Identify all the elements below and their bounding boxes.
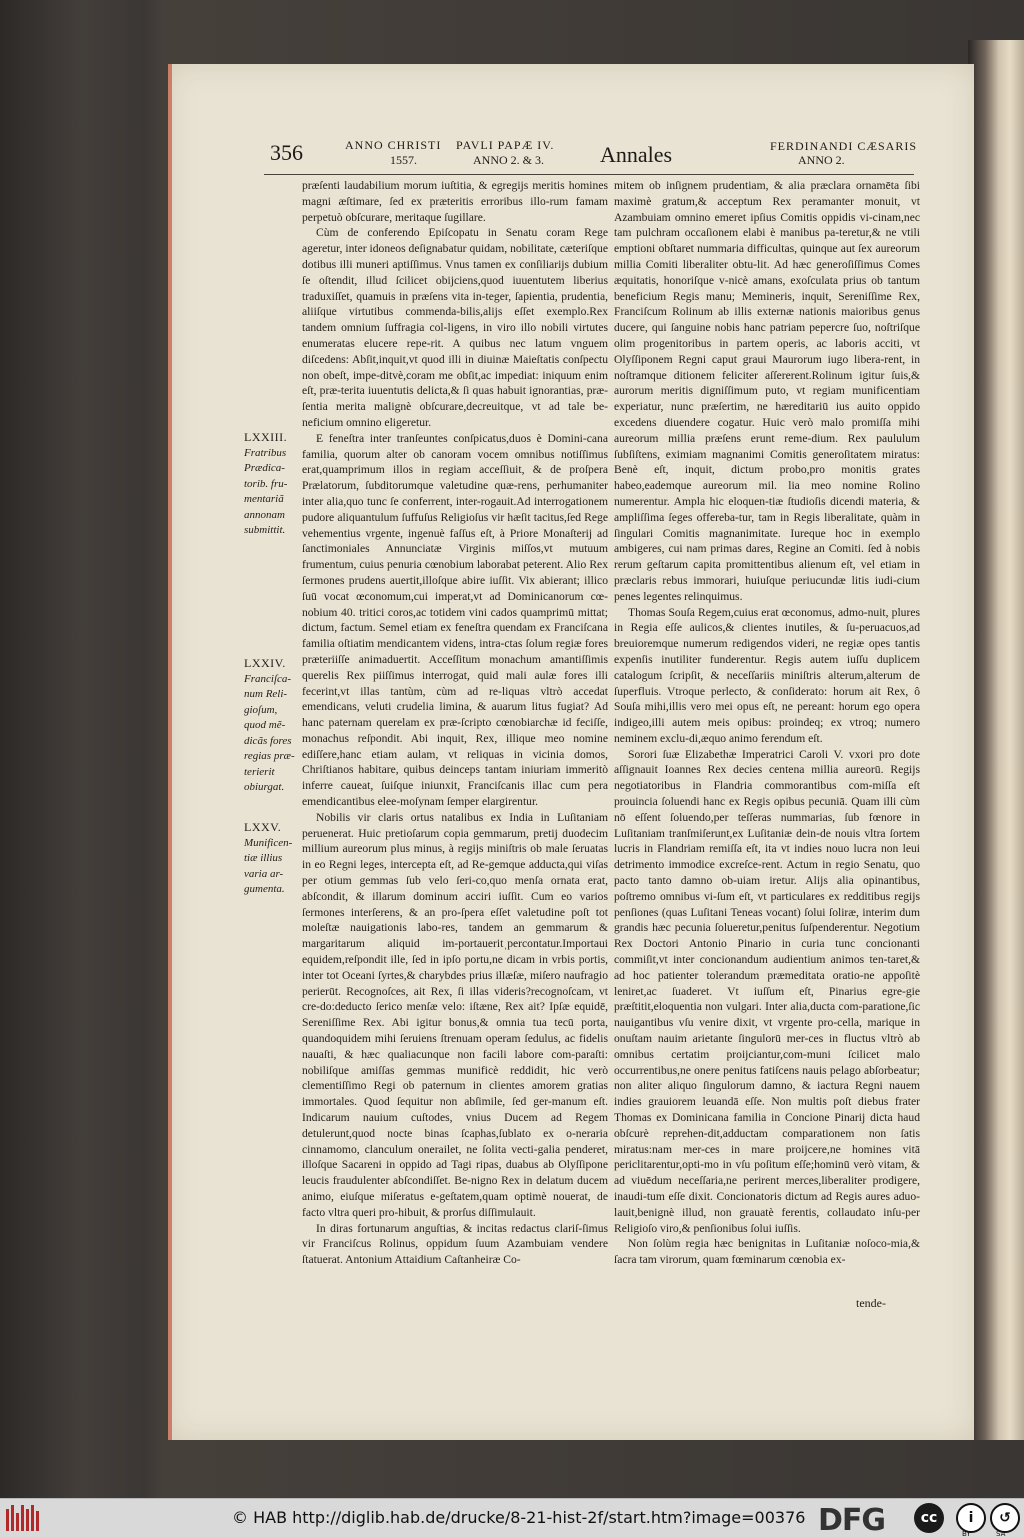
header-anno-emperor: ANNO 2. — [798, 153, 845, 167]
paragraph: Sorori ſuæ Elizabethæ Imperatrici Caroli V. vxori pro dote aſſignauit Ioannes Rex decies centena millia aureorū. Regijs negotiatoribus in Flandria commorantibus com-miſſa eſt prouincia ſoluendi hanc ex Regis opibus pecuniā. Quam illi cùm nō eſſent ſoluendo,per teſſeras nummarias, ſub fœnore in Luſitaniam tranſmiſerunt,ex Luſitaniæ dein-de nouis vltra ſortem lucris in Flandriam remiſſa eſt, ita vt indies nouo lucra non leui detrimento immodice excreſce-rent. Actum in regio Senatu, quo pacto tanto damno ob-uiam iretur. Alijs alia opinantibus, poſtremo omnibus vi-ſum eſt, vt particulares ex redditibus regijs penſiones (quas Luſitani Teneas vocant) ſolui ſoliræ, interim dum grandis hæc pecunia ſolueretur,penitus ſuſpenderentur. Negotium Rex Doctori Antonio Pinario in curia tunc concionanti commiſit,vt inter concionandum audientium animos ten-taret,& ad hoc patienter tolerandum præmeditata oratio-ne appoſitè leniret,ac ſuaderet. Vt iuſſum eſt, Pinarius egre-gie præſtitit,eloquentia non vulgari. Inter alia,ducta com-paratione,ſic nauigantibus vſu venire dixit, vt vrgente pro-cella, marique in onuſtam nauim arietante ſingulorū mer-ces in fluctus vltrò ab omnibus certatim proijciantur,com-muni ſcilicet malo occurrentibus,ne onere penitus fatiſcens nauis pelago abſorbeatur; non aliter aliquo ſingulorum damno, & iactura Regni nauem indies grauiorem leuandā eſſe. Non multis poſt diebus frater Thomas ex Dominicana familia in Concione Pinarij dicta haud obſcurè reprehen-dit,adductam comparationem non ſatis miratus:nam mer-ces in mare proijcere,ne homines vitā periclitarentur,opti-mo in vſu poſitum eſſe;hominū verò vitam, & ad viuēdum neceſſaria,ne perirent merces,liberaliter prodigere, inaudi-tum eſſe dixit. Concionatoris dictum ad Regis aures aduo-lauit,benignè illud, non grauatè ferentis, collaudato inſu-per Religioſo viro,& penſionibus ſolui iuſſis. — [614, 747, 920, 1235]
attribution-icon[interactable]: i — [956, 1503, 986, 1533]
margin-note — [244, 656, 300, 796]
margin-note — [244, 430, 300, 539]
folio-number: 356 — [270, 140, 303, 165]
hab-logo-icon[interactable] — [6, 1505, 40, 1531]
sa-label: SA — [996, 1530, 1006, 1538]
header-anno-christi: ANNO CHRISTI — [345, 138, 442, 152]
paragraph: Nobilis vir claris ortus natalibus ex India in Luſitaniam peruenerat. Huic pretioſarum copia gemmarum, pretij duodecim millium aureorum plus minus, à regijs miniſtris ob male ſeruatas in eo Regni leges, intercepta eſt, ad Re-gemque adducta,qui viſas per otium gemmas ſub velo ſeri-co,quo menſa ornata erat, abſcondit, & illarum dominum acciri iuſſit. Cum eo varios ſermones interſerens, & an pro-ſpera eſſet valetudine poſt tot moleſtæ nauigationis labo-res, tandem an gemmarum & margaritarum aliquid im-portaueritˌpercontatur.Importaui equidem,reſpondit ille, ſed in ipſo portu,ne dicam in vrbis portis, inter tot Oceani ſyrtes,& charybdes prius illæſæ, miſero naufragio perierūt. Recognoſces, ait Rex, ſi illas videris?recognoſcam, vt cre-do:deducto ſerico menſæ velo: iſtæne, Rex ait? Ipſæ equidē, Sereniſſime Rex. Abi igitur bonus,& omnia tua tecū porta, quandoquidem mihi ſeruiens ſtrenuam operam ſedulus, ac fidelis nauaſti, & hæc qualiacunque non facili labore com-paraſti: nobiliſque amiſſas gemmas munificè reddidit, hic verò clementiſſimo Regi ob paternum in clientes amorem gratias immortales. Quod ſequitur non abſimile, ſed ger-manum eſt. Indicarum nauium cuſtodes, vnius Ducem ad Regem detulerunt,quod nocte binas ſcaphas,ſublato ex o-neraria cinnamomo, clanculum onerailet, ne ſolita vecti-galia penderet, illoſque Sacareni in oppido ad Tagi ripas, duabus ab Olyſſipone leucis fraudulenter abſcondiſſet. Be-nigno Rex in delatum ducem animo, eiuſque miſeratus e-geſtatem,quam optimè nouerat, de facto vltra queri pro-hibuit, & prorſus diſſimulauit. — [302, 810, 608, 1219]
margin-note-number: LXXIII. — [244, 430, 288, 444]
facing-page-edge — [968, 40, 1024, 1440]
paragraph: Thomas Souſa Regem,cuius erat œconomus, admo-nuit, plures in Regia eſſe aulicos,& clientes inutiles, & ſu-peruacuos,ad breuioremque numerum redigendos videri, ne regiæ opes tantis expenſis inutiliter funderentur. Regis autem iuſſu duplicem catalogum ſcripſit, & neceſſariis miniſtris alterum,alterum de ſuperfluis. Vtroque perlecto, & conſiderato: horum ait Rex, ô Souſa mihi,illis vero mei opus eſt, ne pereant: horum ego opera indigeo,illi autem meis opibus: proindeq; ex vtroq; numero neminem exclu-di,æquo animo ferendum eſt. — [614, 605, 920, 745]
catchword: tende- — [856, 1296, 886, 1310]
margin-note-text: Fratribus Prædica-torib. fru-mentariã annonam submittit. — [244, 446, 288, 536]
margin-note-text: Munificen-tiæ illius varia ar-gumenta. — [244, 836, 293, 895]
margin-note-number: LXXV. — [244, 820, 282, 834]
copyright-link[interactable]: © HAB http://diglib.hab.de/drucke/8-21-hist-2f/start.htm?image=00376 — [232, 1508, 806, 1527]
running-title: Annales — [600, 142, 673, 167]
book-page — [168, 64, 974, 1440]
header-anno-pope: ANNO 2. & 3. — [473, 153, 544, 167]
paragraph: Non ſolùm regia hæc benignitas in Luſitaniæ noſoco-mia,& ſacra tam virorum, quam fœminarum cœnobia ex- — [614, 1237, 920, 1267]
viewer-footer — [0, 1498, 1024, 1538]
page-edge — [168, 64, 172, 1440]
by-label: BY — [962, 1530, 971, 1538]
dfg-logo[interactable]: DFG — [818, 1503, 886, 1538]
left-text-column — [302, 178, 608, 1358]
margin-note — [244, 820, 300, 898]
share-alike-icon[interactable]: ↺ — [990, 1503, 1020, 1533]
paragraph: E feneſtra inter tranſeuntes conſpicatus,duos è Domini-cana familia, quorum alter ob canoram vocem omnibus notiſſimus erat,quamprimum illos in regiam acceſſiuit, & de proſpera Prælatorum, ſubditorumque valetudine quæ-rens, perhumaniter inter alia,quo tunc ſe conferrent, inter-rogauit.Ad interrogationem pudore aliquantulum ſuffuſus Religioſus vir hæſit tacitus,ſed Rege vehementius vrgente, ingenuè faſſus eſt, à Priore Monaſterij ad ſanctimoniales Annunciatæ Virginis miſſos,vt mutuum frumentum, cuius penuria cœnobium laborabat peterent. Alio Rex ſermones prudens auertit,illoſque abire iuſſit. Vix abierant; illico ſuū vocat œconomum,cui imperat,vt ad Dominicanorum cœ-nobium 40. tritici coros,ac totidem vini cados quamprimū mittat; dictum, factum. Semel etiam ex feneſtra quendam ex Franciſcana familia oſtiatim mendicantem videns, intra-ctas ſolum regiæ fores præteriiſſe animaduertit. Acceſſitum monachum amantiſſimis querelis Rex piiſſimus interrogat, quid mali aulæ fores illi fecerint,vt illas tantùm, cùm ad re-liquas vltrò accedat emendicans, veluti crudelia limina, & auarum litus fugiat? Ad hanc paternam querelam ex præ-ſcripto cœnobiarchæ id feciſſe, monachus reſpondit. Abi inquit, Rex, illique meo nomine ediſſere,hanc etiam aulam, vt reliquas in vicinia domos, Chriſtianos habitare, quibus deinceps tantam iniuriam immeritò inferre caueat, ſuiſque iniunxit, Franciſcanis illac cum pera emendicantibus elee-moſynam ſemper elargirentur. — [302, 431, 608, 809]
header-pope: PAVLI PAPÆ IV. — [456, 138, 555, 152]
margin-note-text: Franciſca-num Reli-gioſum, quod mẽ-dicãs fores regias præ-terierit obiurgat. — [244, 672, 295, 793]
creative-commons-icon[interactable]: cc — [914, 1503, 944, 1533]
paragraph: mitem ob inſignem prudentiam, & alia præclara ornamēta ſibi maximè gratum,& acceptum Rex peramanter monuit, vt Azambuiam omnino emeret ipſius Comitis oppidis vi-cinam,nec tam pulchram occaſionem elabi è manibus pa-teretur,& ne vtili emptioni obſtaret nummaria difficultas, quinque aut ſex aureorum millia Comiti liberaliter obtu-lit. Ad hæc generoſiſſimus Comes æquitatis, honoriſque v-nicè amans, exoſculata prius ob tantum beneficium Regis manu; Memineris, inquit, Sereniſſime Rex, Franciſcum Rolinum ab illis externæ nationis maioribus genus ducere, qui ſanguine nobis hanc patriam pepercre ſuo, noſtriſque olim progenitoribus in partem operis, ac laboris acciti, vt Olyſſiponem Regni caput graui Maurorum iugo libera-rent, in noſtramque ditionem feliciter aſſererent.Rolinum igitur ſuis,& aurorum meritis digniſſimum puto, vt regiam munificentiam experiatur, nunc præſertim, ne hæreditariū ius auito oppido excedens diuendere cogatur. Huic verò malo promiſſa mihi aureorum millia præſens erunt reme-dium. Rex paululum ſubſiſtens, eximiam magnanimi Comitis generoſitatem miratus: Benè eſt, inquit, dictum probo,pro monitis grates habeo,eademque aureorum mil. lia meo nomine Rolino numerentur. Ampla hic eloquen-tiæ ſtudioſis dicendi materia, & ampliſſima ſeges offereba-tur, tam in Regis liberalitate, quàm in ſingulari Comitis magnanimitate. Iureque hoc in exemplo ambigeres, cui nam primas dares, Regine an Comiti. ſed à nobis rerum geſtarum capita promittentibus alienum eſt, vel etiam in præclaris rebus immorari, huiuſque periucundæ litis iudi-cium penes legentes relinquimus. — [614, 179, 920, 603]
paragraph: In diras fortunarum anguſtias, & incitas redactus clariſ-ſimus vir Franciſcus Rolinus, oppidum ſuum Azambuiam vendere ſtatuerat. Antonium Attaidium Caſtanheiræ Co- — [302, 1221, 608, 1267]
margin-note-number: LXXIV. — [244, 656, 286, 670]
paragraph: præſenti laudabilium morum iuſtitia, & egregijs meritis homines magni æſtimare, ſed ex præteritis erroribus illo-rum famam perpetuò obſcurare, meritaque ſugillare. — [302, 179, 608, 224]
paragraph: Cùm de conferendo Epiſcopatu in Senatu coram Rege ageretur, inter idoneos deſignabatur quidam, nobilitate, cæteriſque dotibus illi muneri aptiſſimus. Vnus tamen ex conſiliarijs dubium ſe oſtendit, illud ſcilicet obijciens,quod iuuentutem liberius traduxiſſet, quamuis in præſens vita in-teger, ſapientia, prudentia, aliiſque virtutibus commenda-bilis,alijs eſſet exemplo.Rex tandem omnium ſuffragia col-ligens, in viro illo nobili virtutes enumeratas elucere repe-rit. A quibus nec latum vnguem diſcedens: Abſit,inquit,vt quod illi in diuinæ Maieſtatis conſpectu non obeſt, impe-ditvè,coram me obſit,ac impediat: iniquum enim eſt, præ-terita iuuentutis delicta,& ſi quas habuit ignorantias, præ-ſentia merita malignè obſcurare,decreuitque, vt ad tale be-neficium omnino eligeretur. — [302, 226, 608, 429]
header-emperor: FERDINANDI CÆSARIS — [770, 139, 918, 153]
header-year: 1557. — [390, 153, 417, 167]
header-rule — [264, 174, 914, 175]
right-text-column — [614, 178, 920, 1358]
